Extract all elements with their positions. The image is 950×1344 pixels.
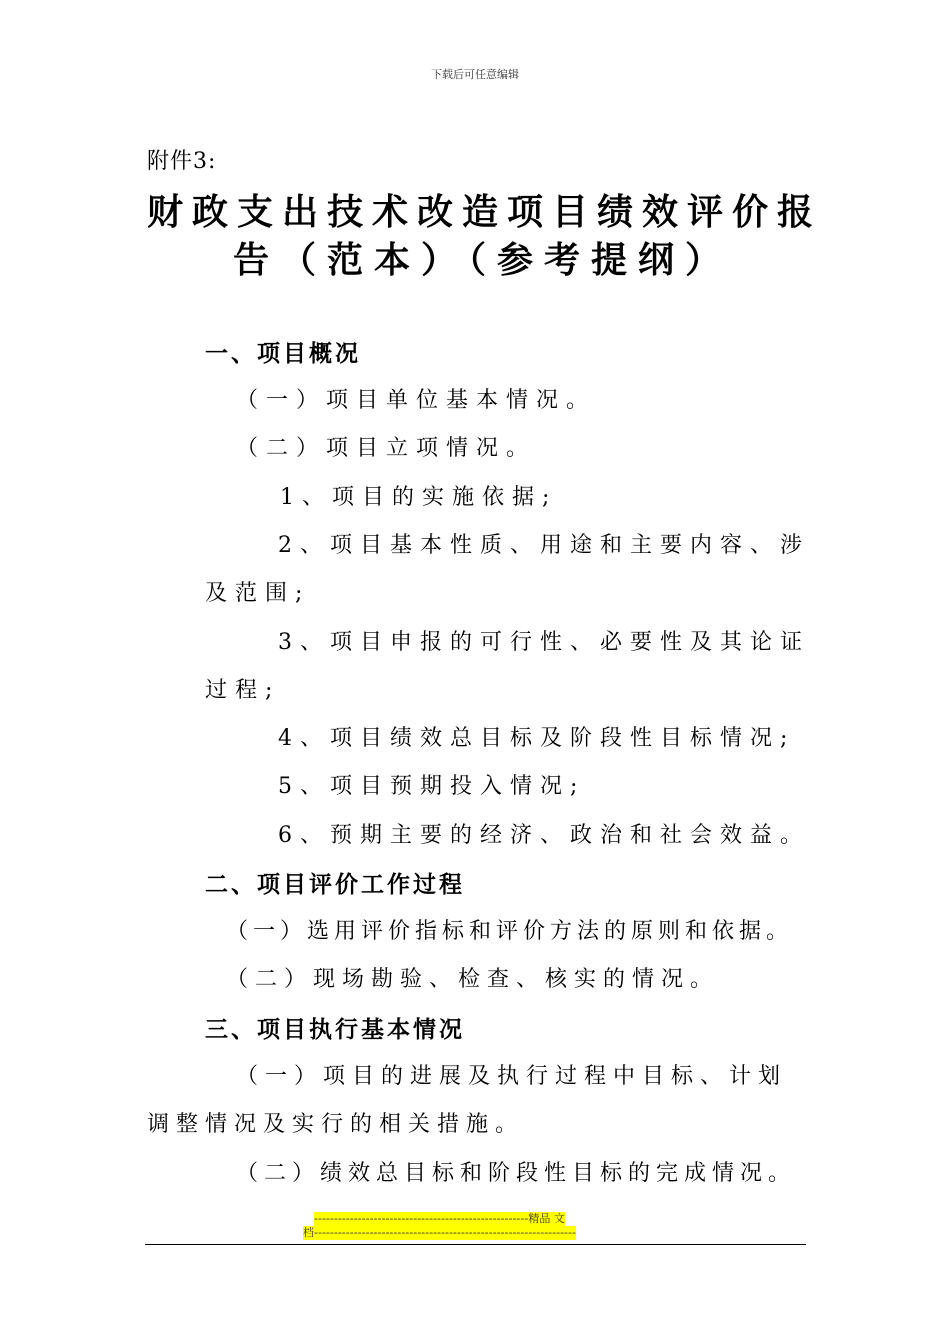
section1-item6: 6、预期主要的经济、政治和社会效益。 [278,823,810,848]
page-header: 下载后可任意编辑 [431,68,519,81]
section1-sub1: （一）项目单位基本情况。 [236,388,597,413]
section1-item2-line2: 及范围; [205,581,311,606]
section1-item2-line1: 2、项目基本性质、用途和主要内容、涉 [278,533,810,558]
document-title-line2: 告（范本）（参考提纲） [233,240,733,281]
attachment-label: 附件3: [147,149,217,174]
footer-watermark-line1: ------------------------------------------------------精品 文 [314,1212,565,1225]
footer-divider [145,1244,806,1245]
section3-sub2: （二）绩效总目标和阶段性目标的完成情况。 [236,1161,797,1186]
section1-item3-line2: 过程; [205,678,281,703]
section3-sub1-line1: （一）项目的进展及执行过程中目标、计划 [236,1064,788,1089]
section1-sub2: （二）项目立项情况。 [236,436,537,461]
section-heading-2: 二、项目评价工作过程 [205,872,465,898]
section-heading-3: 三、项目执行基本情况 [205,1017,465,1043]
section2-sub1: （一）选用评价指标和评价方法的原则和依据。 [226,919,794,944]
section3-sub1-line2: 调整情况及实行的相关措施。 [147,1112,525,1137]
section1-item5: 5、项目预期投入情况; [278,774,586,799]
document-title-line1: 财政支出技术改造项目绩效评价报 [147,192,823,233]
footer-watermark-line2: 档------------------------------------------------------------------ [303,1226,576,1239]
section1-item1: 1、项目的实施依据; [280,485,558,510]
section2-sub2: （二）现场勘验、检查、核实的情况。 [226,967,720,992]
section1-item4: 4、项目绩效总目标及阶段性目标情况; [278,726,796,751]
section1-item3-line1: 3、项目申报的可行性、必要性及其论证 [278,630,810,655]
section-heading-1: 一、项目概况 [205,341,361,367]
